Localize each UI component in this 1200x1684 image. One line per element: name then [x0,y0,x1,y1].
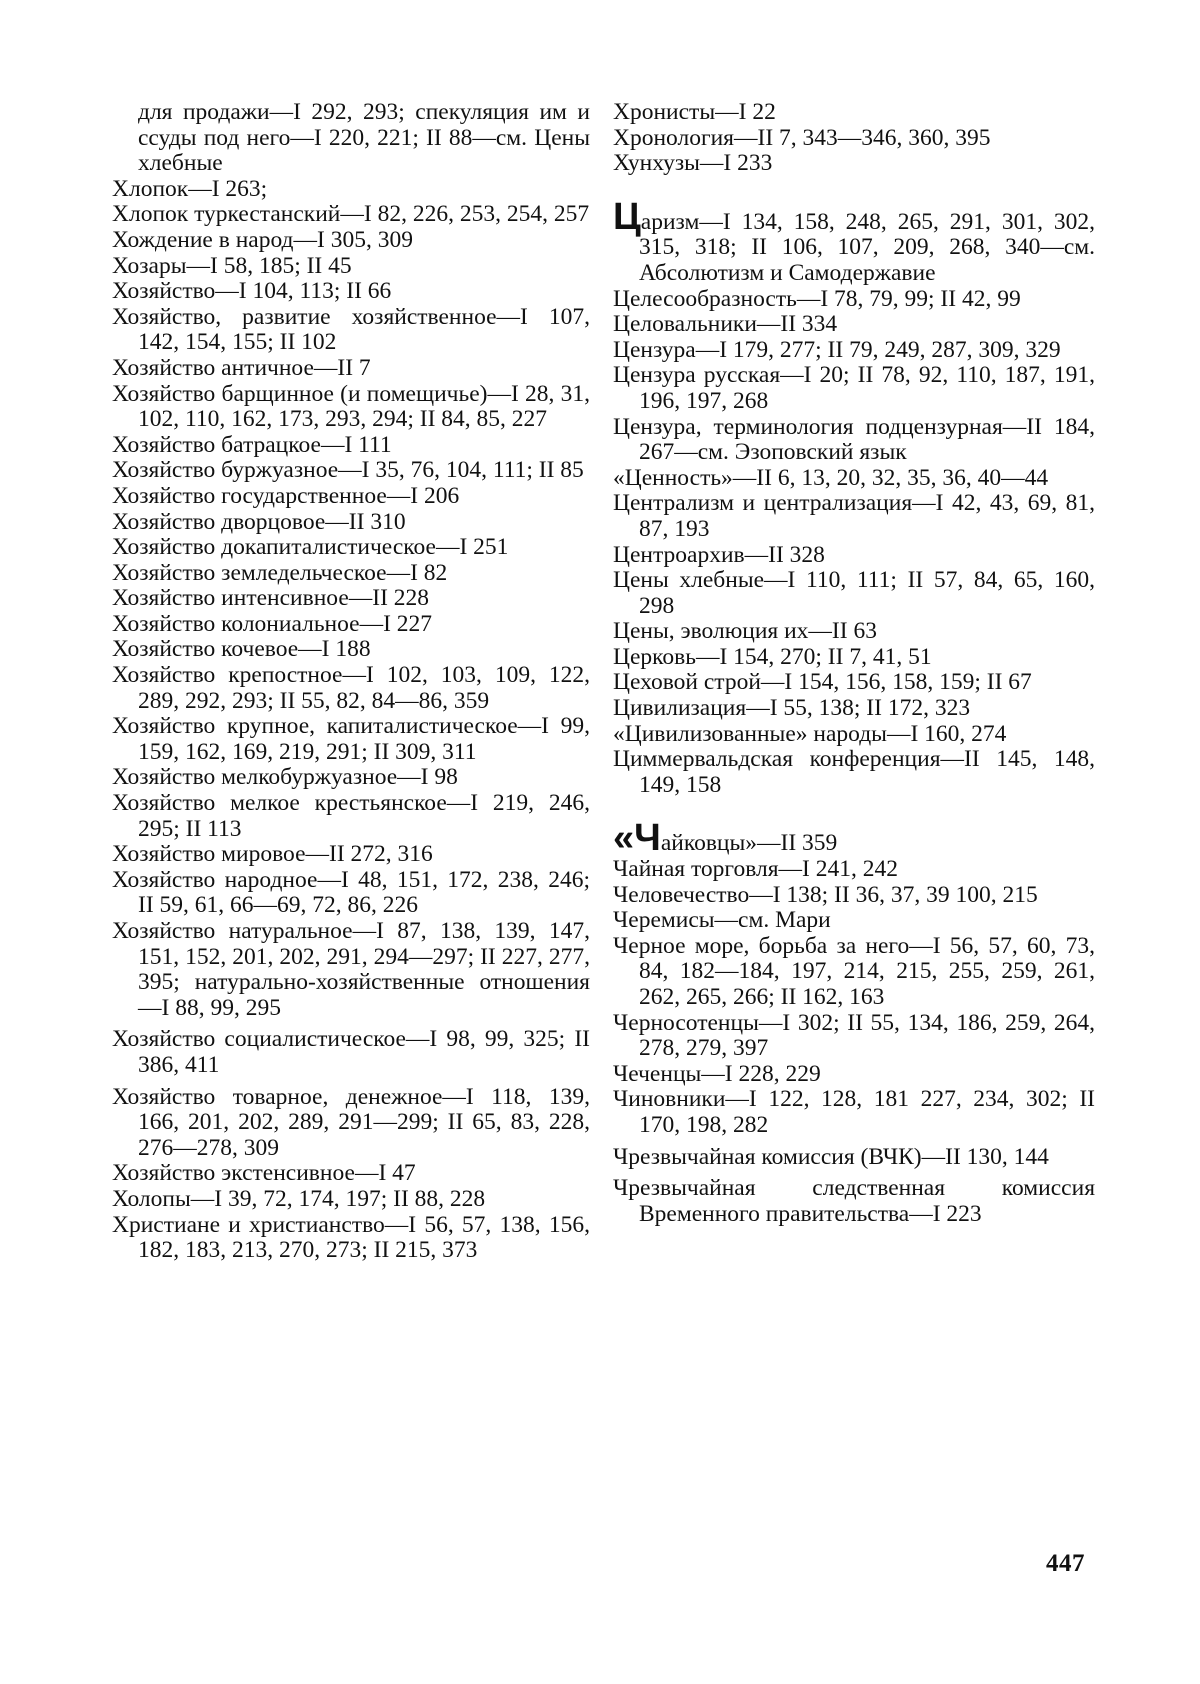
index-entry: Центроархив—II 328 [613,541,825,568]
index-entry: Церковь—I 154, 270; II 7, 41, 51 [613,643,932,670]
index-entry: Хозяйство крупное, капиталистическое—I 99, 159, 162, 169, 219, 291; II 309, 311 [112,713,590,765]
index-entry: Холопы—I 39, 72, 174, 197; II 88, 228 [112,1185,486,1212]
right-column [613,100,1095,1227]
section-ts-first-entry [613,195,1095,287]
continued-entry: для продажи—I 292, 293; спекуляция им и ссуды под него—I 220, 221; II 88—см. Цены хлебные [138,99,590,177]
index-entry: Хозяйство античное—II 7 [112,354,371,381]
index-entry: Хронисты—I 22 [613,99,776,125]
index-entry: Централизм и централизация—I 42, 43, 69, 81, 87, 193 [613,490,1095,542]
index-entry: Хозяйство мировое—II 272, 316 [112,841,433,868]
index-entry: Хозяйство интенсивное—II 228 [112,585,430,612]
index-entry: Хозяйство крепостное—I 102, 103, 109, 122, 289, 292, 293; II 55, 82, 84—86, 359 [112,662,590,714]
index-entry: Хунхузы—I 233 [613,150,773,177]
section-ch-first-entry [613,817,1095,860]
index-entry: Хлопок туркестанский—I 82, 226, 253, 254, 257 [112,201,590,228]
index-entry: Человечество—I 138; II 36, 37, 39 100, 215 [613,881,1038,908]
index-entry: Хозяйство, развитие хозяйственное—I 107, 142, 154, 155; II 102 [112,303,590,356]
section-initial-ch: Ч [634,817,661,860]
section-initial-ts: Ц [613,195,641,238]
index-entry: Хождение в народ—I 305, 309 [112,226,413,253]
index-entry: Целесообразность—I 78, 79, 99; II 42, 99 [613,285,1021,312]
index-entry: Хозяйство мелкобуржуазное—I 98 [112,764,458,791]
index-entry: Цивилизация—I 55, 138; II 172, 323 [613,695,971,722]
index-entry: «Ценность»—II 6, 13, 20, 32, 35, 36, 40—44 [613,464,1049,491]
index-entry: Хозяйство буржуазное—I 35, 76, 104, 111; II 85 [112,457,584,484]
index-entry: Хозяйство экстенсивное—I 47 [112,1160,416,1187]
index-entry: Хозяйство мелкое крестьянское—I 219, 246, 295; II 113 [112,790,590,842]
index-entry: Хозяйство натуральное—I 87, 138, 139, 147, 151, 152, 201, 202, 291, 294—297; II 227, 277, 395; натурально-хозяйственные отношения—I 88, 99, 295 [112,918,590,1021]
index-entry: Чеченцы—I 228, 229 [613,1060,821,1087]
index-entry-text: айковцы»—II 359 [660,830,838,857]
index-entry-text: аризм—I 134, 158, 248, 265, 291, 301, 302, 315, 318; II 106, 107, 209, 268, 340—см. Абсолютизм и Самодержавие [639,208,1095,286]
index-entry: Цеховой строй—I 154, 156, 158, 159; II 67 [613,669,1032,696]
index-entry: Христиане и христианство—I 56, 57, 138, 156, 182, 183, 213, 270, 273; II 215, 373 [112,1211,590,1264]
index-entry: Чрезвычайная комиссия (ВЧК)—II 130, 144 [613,1143,1049,1170]
index-entry: Цензура, терминология подцензурная—II 184, 267—см. Эзоповский язык [613,413,1095,466]
page-number: 447 [1046,1550,1085,1577]
index-entry: Черносотенцы—I 302; II 55, 134, 186, 259, 264, 278, 279, 397 [613,1009,1095,1062]
index-entry: Цены, эволюция их—II 63 [613,618,877,645]
index-entry: Хозяйство земледельческое—I 82 [112,559,448,586]
index-entry: Хлопок—I 263; [112,175,268,202]
index-entry: Хозяйство дворцовое—II 310 [112,508,406,535]
index-entry: Цензура русская—I 20; II 78, 92, 110, 187, 191, 196, 197, 268 [613,362,1095,414]
index-entry: Цензура—I 179, 277; II 79, 249, 287, 309, 329 [613,336,1061,363]
index-entry: Чрезвычайная следственная комиссия Временного правительства—I 223 [613,1175,1095,1227]
left-column [112,100,590,1264]
index-entry: Циммервальдская конференция—II 145, 148, 149, 158 [613,746,1095,798]
index-entry: Хронология—II 7, 343—346, 360, 395 [613,124,991,151]
index-entry: Хозяйство товарное, денежное—I 118, 139, 166, 201, 202, 289, 291—299; II 65, 83, 228, 276—278, 309 [112,1083,590,1161]
index-entry: Хозяйство государственное—I 206 [112,482,460,509]
index-entry: Хозары—I 58, 185; II 45 [112,252,352,279]
index-entry: Хозяйство докапиталистическое—I 251 [112,534,509,561]
index-entry: Чиновники—I 122, 128, 181 227, 234, 302; II 170, 198, 282 [613,1086,1095,1138]
index-entry: Чайная торговля—I 241, 242 [613,856,899,883]
index-entry: Хозяйство социалистическое—I 98, 99, 325; II 386, 411 [112,1026,590,1078]
index-entry: Хозяйство—I 104, 113; II 66 [112,278,392,305]
index-entry: Хозяйство барщинное (и помещичье)—I 28, 31, 102, 110, 162, 173, 293, 294; II 84, 85, 227 [112,380,590,433]
index-entry: «Цивилизованные» народы—I 160, 274 [613,720,1007,747]
index-entry: Черное море, борьба за него—I 56, 57, 60, 73, 84, 182—184, 197, 214, 215, 255, 259, 261, 262, 265, 266; II 162, 163 [613,932,1095,1010]
section-open-quote: « [613,817,635,860]
index-entry: Хозяйство кочевое—I 188 [112,636,371,663]
index-entry: Хозяйство народное—I 48, 151, 172, 238, 246; II 59, 61, 66—69, 72, 86, 226 [112,866,590,919]
index-entry: Хозяйство батрацкое—I 111 [112,431,392,458]
index-entry: Цены хлебные—I 110, 111; II 57, 84, 65, 160, 298 [613,567,1095,619]
index-entry: Хозяйство колониальное—I 227 [112,610,433,637]
index-entry: Черемисы—см. Мари [613,907,831,934]
index-entry: Целовальники—II 334 [613,311,838,338]
